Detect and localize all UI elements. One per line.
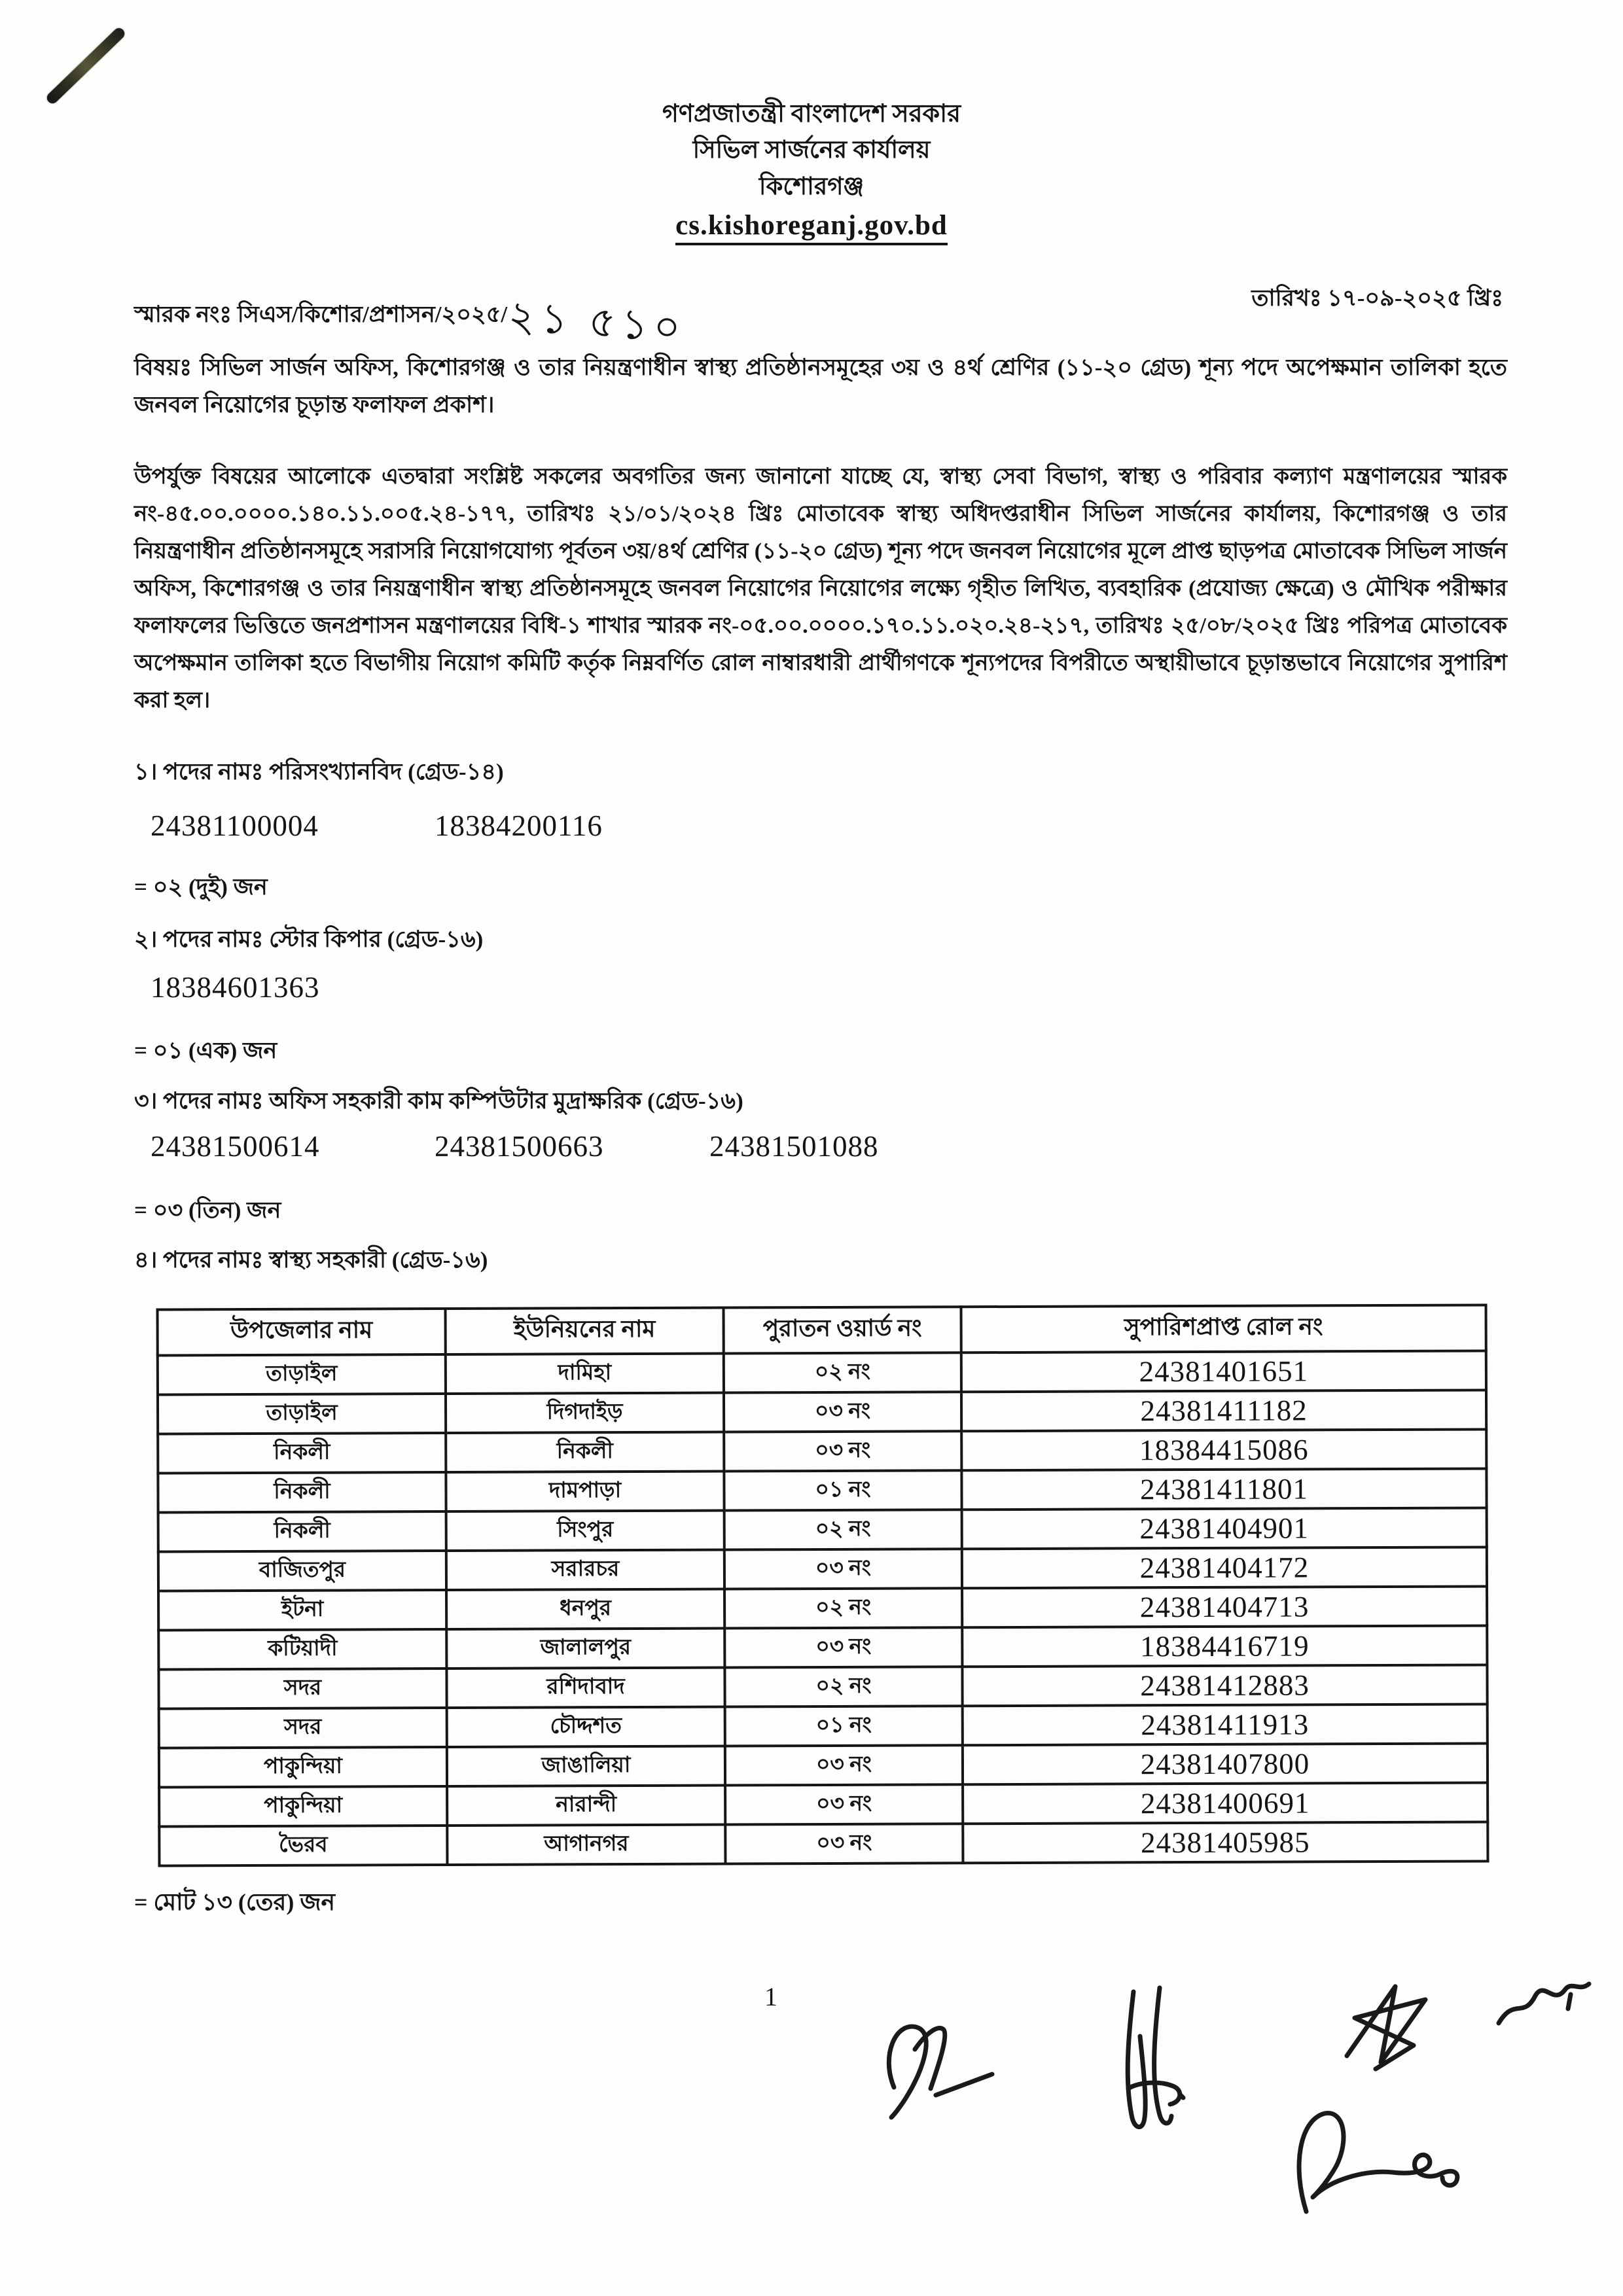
col-old-ward: পুরাতন ওয়ার্ড নং: [724, 1307, 961, 1353]
ward-cell: ০১ নং: [724, 1470, 961, 1510]
col-recommended-roll: সুপারিশপ্রাপ্ত রোল নং: [961, 1305, 1486, 1352]
table-row: [158, 1429, 1486, 1473]
union-cell: দামিহা: [446, 1354, 724, 1394]
total-count: = মোট ১৩ (তের) জন: [134, 1889, 336, 1915]
table-row: [158, 1351, 1486, 1394]
table-header-row: [158, 1305, 1486, 1355]
pen-stroke-mark: [45, 26, 126, 106]
section-2-rolls: [151, 970, 320, 1004]
upazila-cell: তাড়াইল: [158, 1354, 446, 1395]
signature-5: [1281, 2094, 1484, 2228]
ward-cell: ০৩ নং: [724, 1627, 962, 1667]
section-2-title: ২। পদের নামঃ স্টোর কিপার (গ্রেড-১৬): [134, 927, 484, 952]
roll-number: 24381100004: [151, 809, 319, 842]
roll-number: 24381501088: [709, 1130, 879, 1163]
union-cell: জালালপুর: [446, 1629, 724, 1669]
body-paragraph: উপর্যুক্ত বিষয়ের আলোকে এতদ্বারা সংশ্লিষ্ট সকলের অবগতির জন্য জানানো যাচ্ছে যে, স্বাস্থ্য সেবা বিভাগ, স্বাস্থ্য ও পরিবার কল্যাণ মন্ত্রণালয়ের স্মারক নং-৪৫.০০.০০০০.১৪০.১১.০০৫.২৪-১৭৭, তারিখঃ ২১/০১/২০২৪ খ্রিঃ মোতাবেক স্বাস্থ্য অধিদপ্তরাধীন সিভিল সার্জনের কার্যালয়, কিশোরগঞ্জ ও তার নিয়ন্ত্রণাধীন প্রতিষ্ঠানসমূহে সরাসরি নিয়োগযোগ্য পূর্বতন ৩য়/৪র্থ শ্রেণির (১১-২০ গ্রেড) শূন্য পদে জনবল নিয়োগের মূলে প্রাপ্ত ছাড়পত্র মোতাবেক সিভিল সার্জন অফিস, কিশোরগঞ্জ ও তার নিয়ন্ত্রণাধীন স্বাস্থ্য প্রতিষ্ঠানসমূহে জনবল নিয়োগের নিয়োগের লক্ষ্যে গৃহীত লিখিত, ব্যবহারিক (প্রযোজ্য ক্ষেত্রে) ও মৌখিক পরীক্ষার ফলাফলের ভিত্তিতে জনপ্রশাসন মন্ত্রণালয়ের বিধি-১ শাখার স্মারক নং-০৫.০০.০০০০.১৭০.১১.০২০.২৪-২১৭, তারিখঃ ২৫/০৮/২০২৫ খ্রিঃ পরিপত্র মোতাবেক অপেক্ষমান তালিকা হতে বিভাগীয় নিয়োগ কমিটি কর্তৃক নিম্নবর্ণিত রোল নাম্বারধারী প্রার্থীগণকে শূন্যপদের বিপরীতে অস্থায়ীভাবে চূড়ান্তভাবে নিয়োগের সুপারিশ করা হল।: [134, 465, 1507, 713]
col-upazila: উপজেলার নাম: [158, 1309, 446, 1356]
upazila-cell: বাজিতপুর: [158, 1551, 446, 1591]
roll-number: 24381500663: [435, 1130, 604, 1163]
table-row: [159, 1743, 1488, 1787]
section-1-count: = ০২ (দুই) জন: [134, 874, 268, 900]
website-url: cs.kishoreganj.gov.bd: [675, 209, 948, 245]
memo-date: তারিখঃ ১৭-০৯-২০২৫ খ্রিঃ: [1251, 285, 1503, 311]
roll-cell: 24381411182: [961, 1390, 1486, 1431]
district-name: কিশোরগঞ্জ: [758, 173, 865, 200]
table-row: [159, 1704, 1488, 1748]
memo-handwritten-number: ২১ ৫১০: [507, 292, 688, 352]
ward-cell: ০৩ নং: [724, 1392, 961, 1432]
roll-cell: 24381404713: [962, 1586, 1487, 1627]
memo-number: [134, 276, 688, 352]
roll-cell: 24381401651: [961, 1351, 1486, 1392]
union-cell: দামপাড়া: [446, 1472, 724, 1511]
office-title: সিভিল সার্জনের কার্যালয়: [692, 137, 931, 164]
roll-number: 24381500614: [151, 1130, 320, 1163]
table-row: [158, 1468, 1486, 1512]
roll-number: 18384200116: [435, 809, 603, 842]
memo-row: [134, 276, 1503, 352]
union-cell: দিগদাইড়: [446, 1393, 724, 1433]
roll-cell: 24381407800: [963, 1743, 1488, 1784]
upazila-cell: নিকলী: [158, 1433, 446, 1474]
union-cell: ধনপুর: [446, 1589, 724, 1629]
union-cell: আগানগর: [447, 1825, 725, 1865]
table-row: [158, 1625, 1487, 1669]
upazila-cell: সদর: [159, 1708, 447, 1748]
signature-1: [876, 2010, 1085, 2131]
signature-2: [1099, 1984, 1230, 2138]
upazila-cell: পাকুন্দিয়া: [159, 1786, 447, 1827]
ward-cell: ০৩ নং: [724, 1431, 961, 1471]
subject-line: বিষয়ঃ সিভিল সার্জন অফিস, কিশোরগঞ্জ ও তার নিয়ন্ত্রণাধীন স্বাস্থ্য প্রতিষ্ঠানসমূহের ৩য় ও ৪র্থ শ্রেণির (১১-২০ গ্রেড) শূন্য পদে অপেক্ষমান তালিকা হতে জনবল নিয়োগের চূড়ান্ত ফলাফল প্রকাশ।: [134, 355, 1507, 417]
table-row: [159, 1782, 1488, 1826]
roll-cell: 24381411801: [961, 1468, 1486, 1510]
ward-cell: ০২ নং: [724, 1510, 962, 1549]
upazila-cell: নিকলী: [158, 1511, 446, 1552]
upazila-cell: তাড়াইল: [158, 1394, 446, 1434]
upazila-cell: নিকলী: [158, 1472, 446, 1513]
upazila-cell: কটিয়াদী: [158, 1629, 446, 1670]
roll-cell: 24381405985: [963, 1822, 1488, 1863]
roll-cell: 18384416719: [962, 1625, 1487, 1667]
government-title: গণপ্রজাতন্ত্রী বাংলাদেশ সরকার: [662, 100, 961, 128]
section-1-title: ১। পদের নামঃ পরিসংখ্যানবিদ (গ্রেড-১৪): [134, 759, 504, 785]
signature-3: [1335, 1977, 1459, 2085]
result-table: [156, 1303, 1489, 1867]
ward-cell: ০৩ নং: [725, 1784, 963, 1824]
roll-cell: 24381411913: [963, 1704, 1488, 1745]
table-row: [159, 1822, 1488, 1865]
col-union: ইউনিয়নের নাম: [446, 1308, 724, 1354]
union-cell: রশিদাবাদ: [446, 1668, 724, 1708]
ward-cell: ০২ নং: [724, 1352, 961, 1392]
ward-cell: ০৩ নং: [724, 1549, 962, 1589]
union-cell: নিকলী: [446, 1432, 724, 1472]
roll-cell: 24381404901: [962, 1508, 1487, 1549]
signature-4: [1492, 1977, 1603, 2046]
union-cell: চৌদ্দশত: [447, 1707, 725, 1747]
union-cell: সিংপুর: [446, 1511, 724, 1551]
table-row: [158, 1547, 1487, 1591]
page-number: 1: [764, 1982, 777, 2011]
document-header: [0, 96, 1623, 245]
ward-cell: ০৩ নং: [725, 1824, 963, 1863]
upazila-cell: ইটনা: [158, 1590, 446, 1631]
upazila-cell: ভৈরব: [159, 1826, 447, 1866]
roll-cell: 24381412883: [962, 1665, 1487, 1706]
section-1-rolls: [151, 809, 603, 843]
table-row: [158, 1665, 1487, 1708]
table-row: [158, 1508, 1487, 1551]
roll-cell: 24381404172: [962, 1547, 1487, 1588]
upazila-cell: সদর: [158, 1669, 446, 1709]
ward-cell: ০২ নং: [724, 1667, 962, 1706]
upazila-cell: পাকুন্দিয়া: [159, 1747, 447, 1788]
section-4-title: ৪। পদের নামঃ স্বাস্থ্য সহকারী (গ্রেড-১৬): [134, 1247, 488, 1273]
roll-cell: 24381400691: [963, 1782, 1488, 1824]
ward-cell: ০১ নং: [725, 1706, 963, 1746]
union-cell: নারান্দী: [447, 1786, 725, 1826]
table-row: [158, 1390, 1486, 1434]
table-row: [158, 1586, 1487, 1630]
union-cell: জাঙালিয়া: [447, 1746, 725, 1786]
section-2-count: = ০১ (এক) জন: [134, 1038, 277, 1063]
section-3-rolls: [151, 1129, 879, 1163]
union-cell: সরারচর: [446, 1550, 724, 1590]
section-3-title: ৩। পদের নামঃ অফিস সহকারী কাম কম্পিউটার মুদ্রাক্ষরিক (গ্রেড-১৬): [134, 1088, 743, 1114]
section-3-count: = ০৩ (তিন) জন: [134, 1197, 281, 1223]
memo-number-label: স্মারক নংঃ সিএস/কিশোর/প্রশাসন/২০২৫/: [134, 302, 508, 327]
roll-number: 18384601363: [151, 971, 320, 1004]
ward-cell: ০৩ নং: [725, 1745, 963, 1785]
roll-cell: 18384415086: [961, 1429, 1486, 1470]
ward-cell: ০২ নং: [724, 1588, 962, 1628]
